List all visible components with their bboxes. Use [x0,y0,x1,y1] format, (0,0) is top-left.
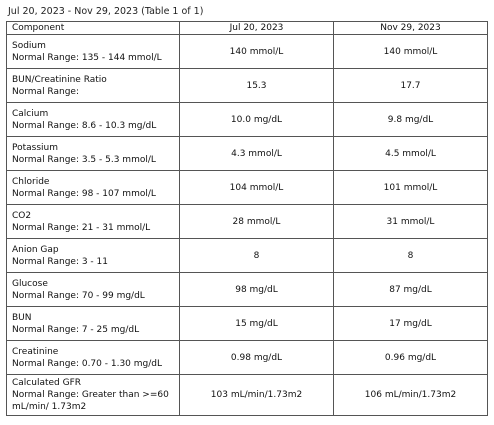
value-date-2: 17.7 [334,69,488,103]
table-header-row [7,22,488,35]
value-date-2: 17 mg/dL [334,307,488,341]
normal-range: Normal Range: 7 - 25 mg/dL [12,324,140,335]
value-date-1: 103 mL/min/1.73m2 [180,375,334,416]
component-name: Anion Gap [12,244,59,255]
value-date-2: 9.8 mg/dL [334,103,488,137]
value-date-2: 4.5 mmol/L [334,137,488,171]
table-caption: Jul 20, 2023 - Nov 29, 2023 (Table 1 of 1) [8,6,204,17]
table-row-bun [7,307,488,341]
component-name: Calcium [12,108,49,119]
value-date-1: 28 mmol/L [180,205,334,239]
normal-range: Normal Range: 98 - 107 mmol/L [12,188,156,199]
table-row-anion-gap [7,239,488,273]
header-date-2: Nov 29, 2023 [334,22,488,35]
value-date-2: 106 mL/min/1.73m2 [334,375,488,416]
normal-range: Normal Range: 3 - 11 [12,256,108,267]
value-date-2: 87 mg/dL [334,273,488,307]
component-cell [7,171,180,205]
component-cell [7,341,180,375]
value-date-1: 140 mmol/L [180,35,334,69]
component-cell [7,35,180,69]
header-date-1: Jul 20, 2023 [180,22,334,35]
table-row-creatinine [7,341,488,375]
component-cell [7,273,180,307]
value-date-1: 0.98 mg/dL [180,341,334,375]
normal-range: Normal Range: [12,86,79,97]
table-row-bun-creatinine-ratio [7,69,488,103]
component-cell [7,375,180,416]
table-row-sodium [7,35,488,69]
component-name: Glucose [12,278,48,289]
normal-range: Normal Range: 0.70 - 1.30 mg/dL [12,358,162,369]
component-name: BUN [12,312,32,323]
table-row-co2 [7,205,488,239]
lab-results-table [6,21,488,416]
component-cell [7,239,180,273]
value-date-1: 15 mg/dL [180,307,334,341]
value-date-1: 104 mmol/L [180,171,334,205]
component-name: BUN/Creatinine Ratio [12,74,107,85]
component-name: Creatinine [12,346,59,357]
table-row-chloride [7,171,488,205]
table-row-potassium [7,137,488,171]
value-date-2: 0.96 mg/dL [334,341,488,375]
component-cell [7,205,180,239]
normal-range: Normal Range: 8.6 - 10.3 mg/dL [12,120,157,131]
table-row-calcium [7,103,488,137]
normal-range: Normal Range: 70 - 99 mg/dL [12,290,145,301]
value-date-2: 31 mmol/L [334,205,488,239]
table-row-calculated-gfr [7,375,488,416]
component-cell [7,69,180,103]
value-date-1: 4.3 mmol/L [180,137,334,171]
value-date-2: 8 [334,239,488,273]
value-date-1: 8 [180,239,334,273]
value-date-2: 140 mmol/L [334,35,488,69]
normal-range: Normal Range: 135 - 144 mmol/L [12,52,162,63]
normal-range: Normal Range: 3.5 - 5.3 mmol/L [12,154,156,165]
value-date-2: 101 mmol/L [334,171,488,205]
value-date-1: 98 mg/dL [180,273,334,307]
value-date-1: 15.3 [180,69,334,103]
component-cell [7,103,180,137]
component-name: CO2 [12,210,32,221]
normal-range: Normal Range: Greater than >=60 mL/min/ 1.73m2 [12,390,169,412]
component-name: Chloride [12,176,50,187]
component-name: Calculated GFR [12,378,82,388]
header-component: Component [7,22,180,35]
component-cell [7,137,180,171]
value-date-1: 10.0 mg/dL [180,103,334,137]
component-cell [7,307,180,341]
normal-range: Normal Range: 21 - 31 mmol/L [12,222,151,233]
component-name: Sodium [12,40,46,51]
table-row-glucose [7,273,488,307]
component-name: Potassium [12,142,59,153]
